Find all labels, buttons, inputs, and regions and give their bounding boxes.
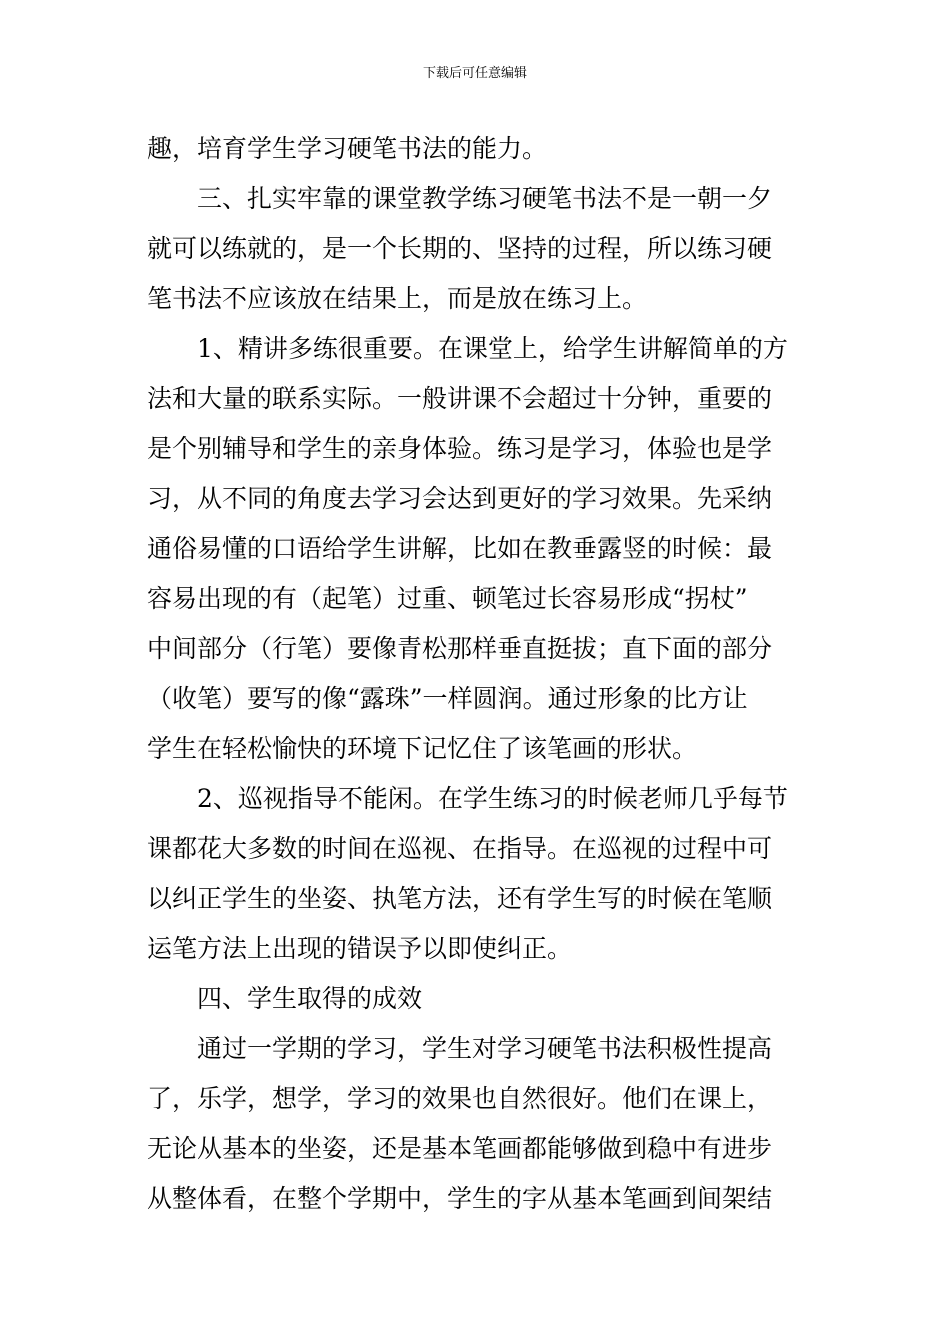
- text-line: 就可以练就的，是一个长期的、坚持的过程，所以练习硬: [147, 234, 773, 263]
- text-line: 2、巡视指导不能闲。在学生练习的时候老师几乎每节: [197, 784, 788, 813]
- text-line: 运笔方法上出现的错误予以即使纠正。: [147, 934, 573, 963]
- text-line: （收笔）要写的像“露珠”一样圆润。通过形象的比方让: [147, 684, 748, 713]
- text-line: 笔书法不应该放在结果上，而是放在练习上。: [147, 284, 648, 313]
- text-line: 习，从不同的角度去学习会达到更好的学习效果。先采纳: [147, 484, 773, 513]
- text-line: 无论从基本的坐姿，还是基本笔画都能够做到稳中有进步: [147, 1134, 773, 1163]
- text-line: 通俗易懂的口语给学生讲解，比如在教垂露竖的时候：最: [147, 534, 773, 563]
- text-line: 是个别辅导和学生的亲身体验。练习是学习，体验也是学: [147, 434, 773, 463]
- text-line: 了，乐学，想学，学习的效果也自然很好。他们在课上，: [147, 1084, 773, 1113]
- text-line: 中间部分（行笔）要像青松那样垂直挺拔；直下面的部分: [147, 634, 773, 663]
- text-line: 学生在轻松愉快的环境下记忆住了该笔画的形状。: [147, 734, 698, 763]
- text-line: 容易出现的有（起笔）过重、顿笔过长容易形成“拐杖”: [147, 584, 748, 613]
- text-line: 趣，培育学生学习硬笔书法的能力。: [147, 134, 548, 163]
- text-line: 法和大量的联系实际。一般讲课不会超过十分钟，重要的: [147, 384, 773, 413]
- text-line: 通过一学期的学习，学生对学习硬笔书法积极性提高: [197, 1034, 773, 1063]
- text-line: 以纠正学生的坐姿、执笔方法，还有学生写的时候在笔顺: [147, 884, 773, 913]
- text-line: 课都花大多数的时间在巡视、在指导。在巡视的过程中可: [147, 834, 773, 863]
- section-heading: 四、学生取得的成效: [197, 984, 423, 1013]
- page-header: 下载后可任意编辑: [422, 66, 527, 81]
- text-line: 三、扎实牢靠的课堂教学练习硬笔书法不是一朝一夕: [197, 184, 773, 213]
- text-line: 1、精讲多练很重要。在课堂上，给学生讲解简单的方: [197, 334, 788, 363]
- document-body: [147, 124, 807, 1224]
- text-line: 从整体看，在整个学期中，学生的字从基本笔画到间架结: [147, 1184, 773, 1213]
